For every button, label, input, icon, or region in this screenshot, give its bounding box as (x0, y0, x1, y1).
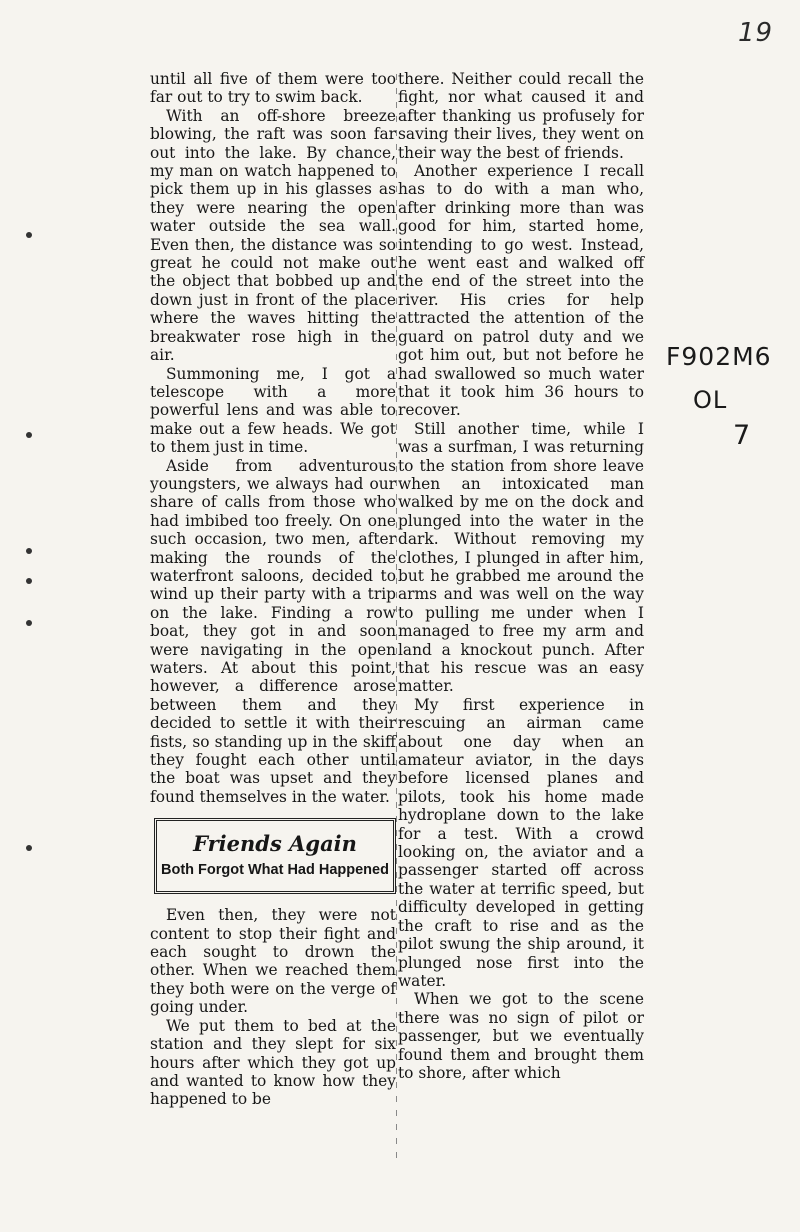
margin-speck (26, 845, 32, 851)
page-number: 19 (738, 18, 774, 48)
right-paragraph-5: When we got to the scene there was no sign of pilot or passenger, but we eventually found them and brought them to shore, after which (398, 990, 644, 1082)
margin-note-number: 7 (733, 420, 752, 451)
margin-note-ol: OL (693, 386, 728, 414)
margin-speck (26, 432, 32, 438)
right-paragraph-2: Another experience I recall has to do with a man who, after drinking more than was good for him, started home, intending to go west. Instead, he went east and walked off the end of the street into the river. His cries for help attracted the attention of the guard on patrol duty and we got him out, but not before he had swallowed so much water that it took him 36 hours to recover. (398, 162, 644, 420)
left-paragraph-6: We put them to bed at the station and they slept for six hours after which they got up and wanted to know how they happened to be (150, 1016, 396, 1109)
left-paragraph-4: Aside from adventurous youngsters, we always had our share of calls from those who had imbibed too freely. On one such occasion, two men, after making the rounds of the waterfront saloons, decided to wind up their party with a trip on the lake. Finding a row boat, they got in and soon were navigating in the open waters. At about this point, however, a difference arose between them and they decided to settle it with their fists, so standing up in the skiff they fought each other until the boat was upset and they found themselves in the water. (150, 456, 396, 806)
right-paragraph-4: My first experience in rescuing an airman came about one day when an amateur aviator, in the days before licensed planes and pilots, took his home made hydroplane down to the lake for a test. With a crowd looking on, the aviator and a passenger started off across the water at terrific speed, but difficulty developed in getting the craft to rise and as the pilot swung the ship around, it plunged nose first into the water. (398, 695, 644, 990)
margin-speck (26, 548, 32, 554)
left-paragraph-3: Summoning me, I got a telescope with a more powerful lens and was able to make out a few heads. We got to them just in time. (150, 364, 396, 457)
column-divider (396, 74, 397, 1160)
left-paragraph-2: With an off-shore breeze blowing, the raft was soon far out into the lake. By chance, my man on watch happened to pick them up in his glasses as they were nearing the open water outside the sea wall. Even then, the distance was so great he could not make out the object that bobbed up and down just in front of the place where the waves hitting the breakwater rose high in the air. (150, 106, 396, 365)
right-paragraph-1: there. Neither could recall the fight, nor what caused it and after thanking us profusely for saving their lives, they went on their way the best of friends. (398, 70, 644, 162)
right-column (398, 70, 644, 1082)
margin-speck (26, 578, 32, 584)
right-paragraph-3: Still another time, while I was a surfman, I was returning to the station from shore leave when an intoxicated man walked by me on the dock and plunged into the water in the dark. Without removing my clothes, I plunged in after him, but he grabbed me around the arms and was well on the way to pulling me under when I managed to free my arm and land a knockout punch. After that his rescue was an easy matter. (398, 419, 644, 696)
margin-speck (26, 232, 32, 238)
margin-speck (26, 620, 32, 626)
headline-title: Friends Again (193, 831, 357, 857)
margin-note-code: F902M6 (666, 342, 772, 371)
left-column (150, 70, 396, 1109)
left-paragraph-5: Even then, they were not content to stop their fight and each sought to drown the other. When we reached them they both were on the verge of going under. (150, 906, 396, 1017)
headline-box (154, 818, 396, 894)
left-paragraph-1: until all five of them were too far out to try to swim back. (150, 70, 396, 107)
headline-subtitle: Both Forgot What Had Happened (161, 862, 389, 879)
